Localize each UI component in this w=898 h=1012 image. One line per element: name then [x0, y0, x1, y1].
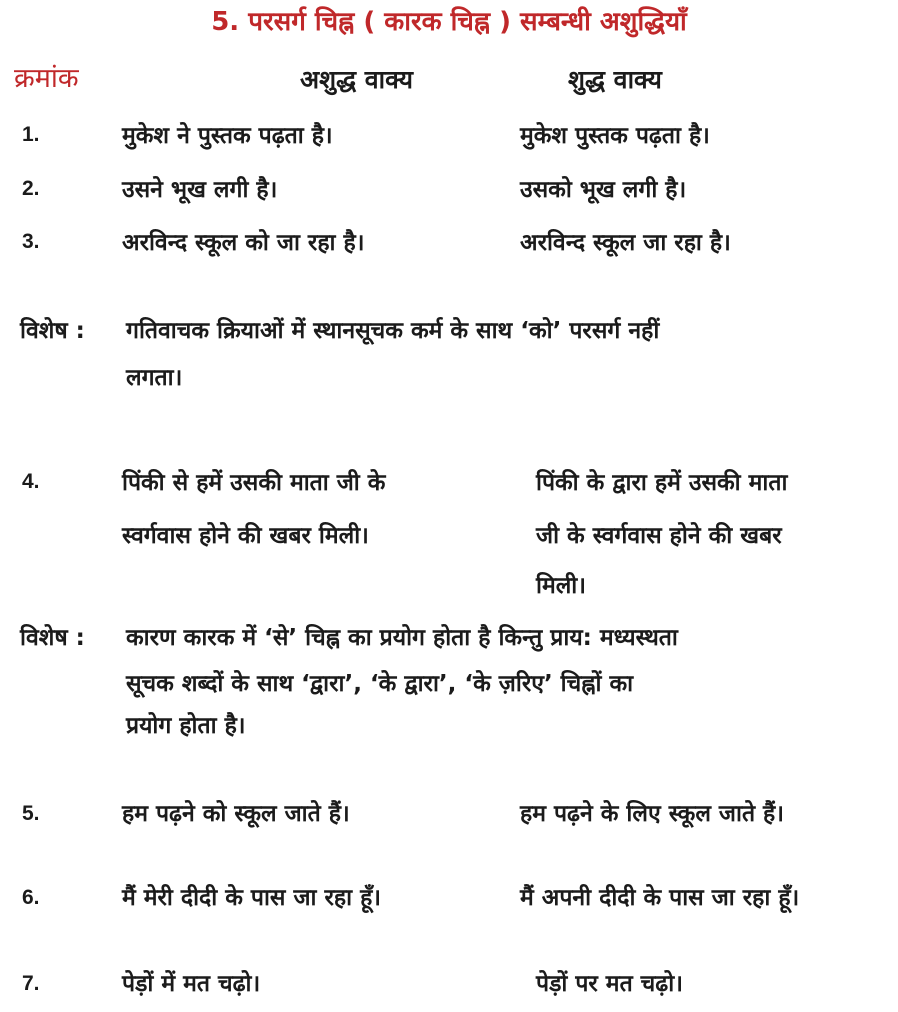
- correct-sentence-header: शुद्ध वाक्य: [568, 65, 662, 94]
- page-title: 5. परसर्ग चिह्न ( कारक चिह्न ) सम्बन्धी अशुद्धियाँ: [211, 7, 687, 37]
- row-4-incorrect-line-2: स्वर्गवास होने की खबर मिली।: [122, 523, 369, 549]
- note-2-line-2: सूचक शब्दों के साथ ‘द्वारा’, ‘के द्वारा’, ‘के ज़रिए’ चिह्नों का: [126, 671, 634, 697]
- note-1-label: विशेष :: [20, 318, 85, 344]
- row-1-number: 1.: [22, 123, 40, 146]
- note-2-line-3: प्रयोग होता है।: [126, 713, 246, 739]
- row-4-correct-line-3: मिली।: [536, 573, 586, 599]
- row-4-incorrect-line-1: पिंकी से हमें उसकी माता जी के: [122, 470, 386, 496]
- row-7-incorrect-sentence: पेड़ों में मत चढ़ो।: [122, 971, 261, 997]
- row-4-correct-line-1: पिंकी के द्वारा हमें उसकी माता: [536, 470, 788, 496]
- row-5-number: 5.: [22, 802, 40, 825]
- row-6-number: 6.: [22, 886, 40, 909]
- row-7-correct-sentence: पेड़ों पर मत चढ़ो।: [536, 971, 683, 997]
- row-4-correct-line-2: जी के स्वर्गवास होने की खबर: [536, 523, 782, 549]
- row-1-incorrect-sentence: मुकेश ने पुस्तक पढ़ता है।: [122, 123, 333, 149]
- row-3-number: 3.: [22, 230, 40, 253]
- note-2-line-1: कारण कारक में ‘से’ चिह्न का प्रयोग होता है किन्तु प्राय: मध्यस्थता: [126, 625, 678, 651]
- row-2-incorrect-sentence: उसने भूख लगी है।: [122, 177, 278, 203]
- row-2-number: 2.: [22, 177, 40, 200]
- incorrect-sentence-header: अशुद्ध वाक्य: [300, 65, 414, 94]
- row-3-correct-sentence: अरविन्द स्कूल जा रहा है।: [520, 230, 731, 256]
- row-7-number: 7.: [22, 972, 40, 995]
- row-6-incorrect-sentence: मैं मेरी दीदी के पास जा रहा हूँ।: [122, 885, 382, 911]
- row-6-correct-sentence: मैं अपनी दीदी के पास जा रहा हूँ।: [520, 885, 800, 911]
- row-3-incorrect-sentence: अरविन्द स्कूल को जा रहा है।: [122, 230, 365, 256]
- row-5-incorrect-sentence: हम पढ़ने को स्कूल जाते हैं।: [122, 801, 350, 827]
- row-4-number: 4.: [22, 470, 40, 493]
- row-5-correct-sentence: हम पढ़ने के लिए स्कूल जाते हैं।: [520, 801, 784, 827]
- serial-number-header: क्रमांक: [14, 63, 79, 94]
- note-1-line-2: लगता।: [126, 365, 183, 391]
- note-1-line-1: गतिवाचक क्रियाओं में स्थानसूचक कर्म के साथ ‘को’ परसर्ग नहीं: [126, 318, 660, 344]
- row-2-correct-sentence: उसको भूख लगी है।: [520, 177, 687, 203]
- row-1-correct-sentence: मुकेश पुस्तक पढ़ता है।: [520, 123, 710, 149]
- note-2-label: विशेष :: [20, 625, 85, 651]
